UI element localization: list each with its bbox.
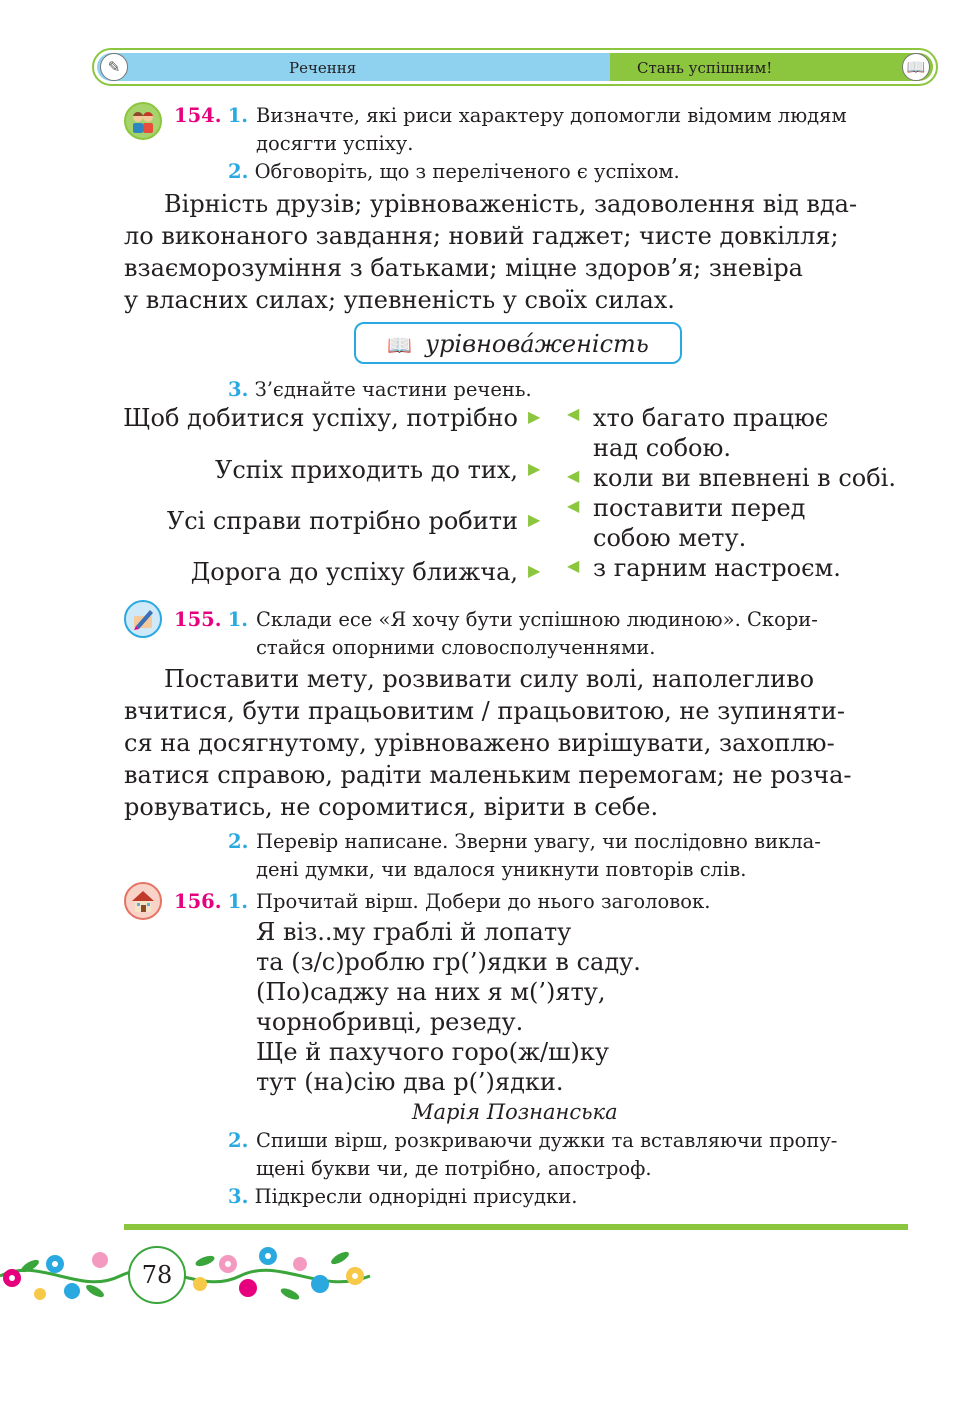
dictionary-word: урівнова́женість: [425, 330, 649, 358]
header-section-title: Речення: [289, 59, 357, 77]
pair-work-icon: [124, 102, 162, 140]
task-number: 2.: [228, 160, 249, 183]
bottom-divider: [124, 1224, 908, 1230]
dictionary-box: [354, 322, 682, 364]
task-number: 3.: [228, 378, 249, 401]
match-right-3-line2: собою мету.: [593, 524, 747, 552]
paragraph-154-line3: взаєморозуміння з батьками; міцне здоров’я; зневіра: [124, 254, 803, 282]
paragraph-155-line3: ся на досягнутому, урівноважено вирішувати, захоплю-: [124, 729, 835, 757]
exercise-155-header: [174, 606, 248, 634]
poem-line-2: та (з/с)роблю гр(’)ядки в саду.: [256, 948, 641, 976]
paragraph-155-line4: ватися справою, радіти маленьким перемогам; не розча-: [124, 761, 852, 789]
task-155-1-line2: стайся опорними словосполученнями.: [256, 636, 656, 659]
exercise-number: 155.: [174, 608, 222, 631]
writing-icon: [124, 600, 162, 638]
match-left-3: Усі справи потрібно робити: [166, 507, 518, 535]
poem-line-3: (По)саджу на них я м(’)яту,: [256, 978, 606, 1006]
paragraph-155-line1: Поставити мету, розвивати силу волі, наполегливо: [164, 665, 815, 693]
exercise-number: 154.: [174, 104, 222, 127]
exercise-156-header: [174, 888, 248, 916]
match-arrow-left-icon: ◀: [567, 556, 580, 575]
match-left-4: Дорога до успіху ближча,: [190, 558, 518, 586]
task-text: Підкресли однорідні присудки.: [254, 1185, 578, 1208]
paragraph-154-line4: у власних силах; упевненість у своїх силах.: [124, 286, 675, 314]
paragraph-154-line2: ло виконаного завдання; новий гаджет; чисте довкілля;: [124, 222, 839, 250]
match-right-1-line2: над собою.: [593, 434, 732, 462]
match-left-1: Щоб добитися успіху, потрібно: [123, 404, 518, 432]
task-155-2-line1: Перевір написане. Зверни увагу, чи послідовно викла-: [256, 830, 821, 853]
task-156-3: [228, 1183, 577, 1211]
match-arrow-left-icon: ◀: [567, 466, 580, 485]
task-text: З’єднайте частини речень.: [254, 378, 532, 401]
match-arrow-right-icon: ▶: [528, 459, 541, 478]
task-number: 2.: [228, 1129, 249, 1152]
book-icon: 📖: [902, 53, 930, 81]
exercise-154-header: [174, 102, 248, 130]
task-number: 1.: [227, 890, 249, 913]
paragraph-154-line1: Вірність друзів; урівноваженість, задоволення від вда-: [164, 190, 858, 218]
task-number: 1.: [227, 608, 249, 631]
paragraph-155-line2: вчитися, бути працьовитим / працьовитою, не зупиняти-: [124, 697, 845, 725]
match-arrow-right-icon: ▶: [528, 510, 541, 529]
poem-line-5: Ще й пахучого горо(ж/ш)ку: [256, 1038, 609, 1066]
task-156-2-line1: Спиши вірш, розкриваючи дужки та вставляючи пропу-: [256, 1129, 838, 1152]
task-155-1-line1: Склади есе «Я хочу бути успішною людиною». Скори-: [256, 608, 818, 631]
book-icon: 📖: [387, 333, 413, 357]
task-154-1-line2: досягти успіху.: [256, 132, 414, 155]
poem-line-6: тут (на)сію два р(’)ядки.: [256, 1068, 564, 1096]
match-arrow-left-icon: ◀: [567, 496, 580, 515]
flower-decoration-icon: [0, 1236, 390, 1316]
poem-line-4: чорнобривці, резеду.: [256, 1008, 524, 1036]
task-156-2-line2: щені букви чи, де потрібно, апостроф.: [256, 1157, 652, 1180]
task-text: Обговоріть, що з переліченого є успіхом.: [254, 160, 680, 183]
page-header: [92, 48, 938, 86]
task-155-2-line2: дені думки, чи вдалося уникнути повторів слів.: [256, 858, 747, 881]
task-154-3: [228, 376, 532, 404]
match-arrow-left-icon: ◀: [567, 404, 580, 423]
match-arrow-right-icon: ▶: [528, 407, 541, 426]
task-number: 1.: [227, 104, 249, 127]
home-task-icon: [124, 882, 162, 920]
poem-line-1: Я віз..му граблі й лопату: [256, 918, 572, 946]
task-154-2: [228, 158, 680, 186]
task-154-1-line1: Визначте, які риси характеру допомогли відомим людям: [256, 104, 847, 127]
exercise-number: 156.: [174, 890, 222, 913]
match-right-1-line1: хто багато працює: [593, 404, 829, 432]
match-right-3-line1: поставити перед: [593, 494, 806, 522]
match-arrow-right-icon: ▶: [528, 561, 541, 580]
pen-icon: ✎: [100, 53, 128, 81]
match-right-2: коли ви впевнені в собі.: [593, 464, 896, 492]
match-right-4: з гарним настроєм.: [593, 554, 841, 582]
task-number: 2.: [228, 830, 249, 853]
header-chapter-title: Стань успішним!: [637, 59, 773, 77]
task-156-1: Прочитай вірш. Добери до нього заголовок.: [256, 890, 711, 913]
task-156-2-number: [228, 1127, 248, 1155]
task-155-2-number: [228, 828, 248, 856]
match-left-2: Успіх приходить до тих,: [215, 456, 518, 484]
poem-author: Марія Познанська: [412, 1100, 618, 1124]
paragraph-155-line5: ровуватись, не соромитися, вірити в себе.: [124, 793, 659, 821]
page-number: 78: [128, 1246, 186, 1304]
task-number: 3.: [228, 1185, 249, 1208]
